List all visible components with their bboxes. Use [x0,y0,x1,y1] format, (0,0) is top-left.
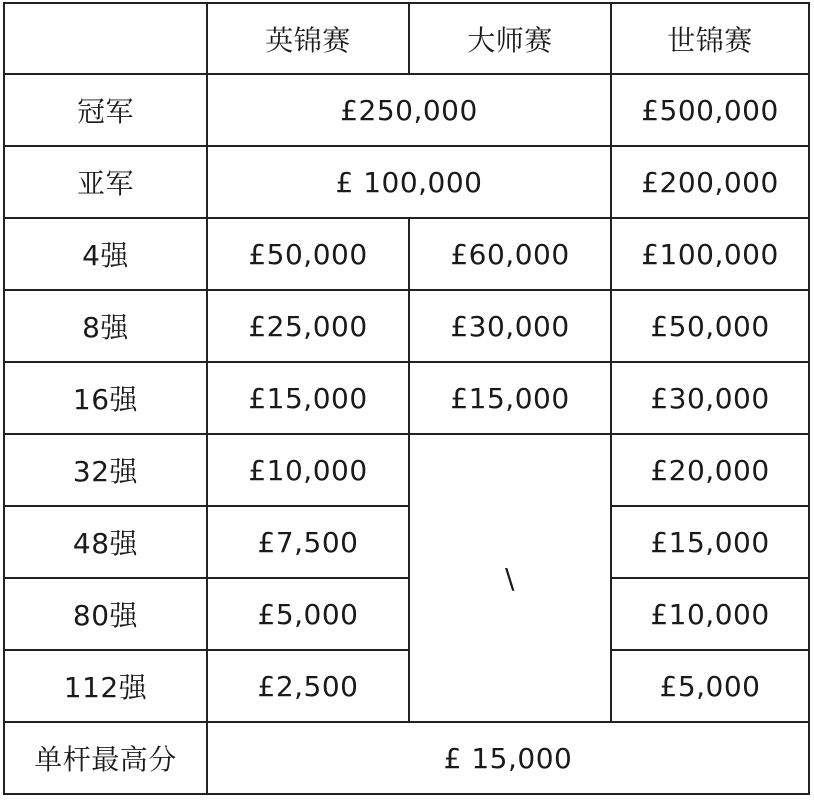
last48-uk-prize: £7,500 [207,506,409,578]
table-row-champion [4,74,809,146]
highest-break-prize: £ 15,000 [207,722,809,794]
last112-uk-prize: £2,500 [207,650,409,722]
runner-up-uk-masters-prize: £ 100,000 [207,146,611,218]
row-label-last80: 80强 [4,578,207,650]
row-label-highest-break: 单杆最高分 [4,722,207,794]
last4-worlds-prize: £100,000 [611,218,809,290]
table-row-last16 [4,362,809,434]
table-row-last32 [4,434,809,506]
table-row-last4 [4,218,809,290]
row-label-last8: 8强 [4,290,207,362]
last8-masters-prize: £30,000 [409,290,611,362]
table-row-highest-break [4,722,809,794]
row-label-runner-up: 亚军 [4,146,207,218]
prize-money-table [3,2,810,795]
last80-uk-prize: £5,000 [207,578,409,650]
champion-worlds-prize: £500,000 [611,74,809,146]
champion-uk-masters-prize: £250,000 [207,74,611,146]
last80-worlds-prize: £10,000 [611,578,809,650]
header-world-championship: 世锦赛 [611,3,809,74]
last48-worlds-prize: £15,000 [611,506,809,578]
table-row-runner-up [4,146,809,218]
last32-worlds-prize: £20,000 [611,434,809,506]
row-label-last48: 48强 [4,506,207,578]
table-row-last8 [4,290,809,362]
header-masters: 大师赛 [409,3,611,74]
last8-worlds-prize: £50,000 [611,290,809,362]
row-label-last4: 4强 [4,218,207,290]
row-label-last112: 112强 [4,650,207,722]
row-label-last16: 16强 [4,362,207,434]
masters-not-applicable-cell: \ [409,434,611,722]
last8-uk-prize: £25,000 [207,290,409,362]
last112-worlds-prize: £5,000 [611,650,809,722]
table-row-last80 [4,578,809,650]
last32-uk-prize: £10,000 [207,434,409,506]
row-label-champion: 冠军 [4,74,207,146]
table-row-last48 [4,506,809,578]
header-uk-championship: 英锦赛 [207,3,409,74]
last16-uk-prize: £15,000 [207,362,409,434]
runner-up-worlds-prize: £200,000 [611,146,809,218]
last16-masters-prize: £15,000 [409,362,611,434]
table-row-last112 [4,650,809,722]
last4-masters-prize: £60,000 [409,218,611,290]
last4-uk-prize: £50,000 [207,218,409,290]
header-corner-cell [4,3,207,74]
row-label-last32: 32强 [4,434,207,506]
header-row [4,3,809,74]
last16-worlds-prize: £30,000 [611,362,809,434]
